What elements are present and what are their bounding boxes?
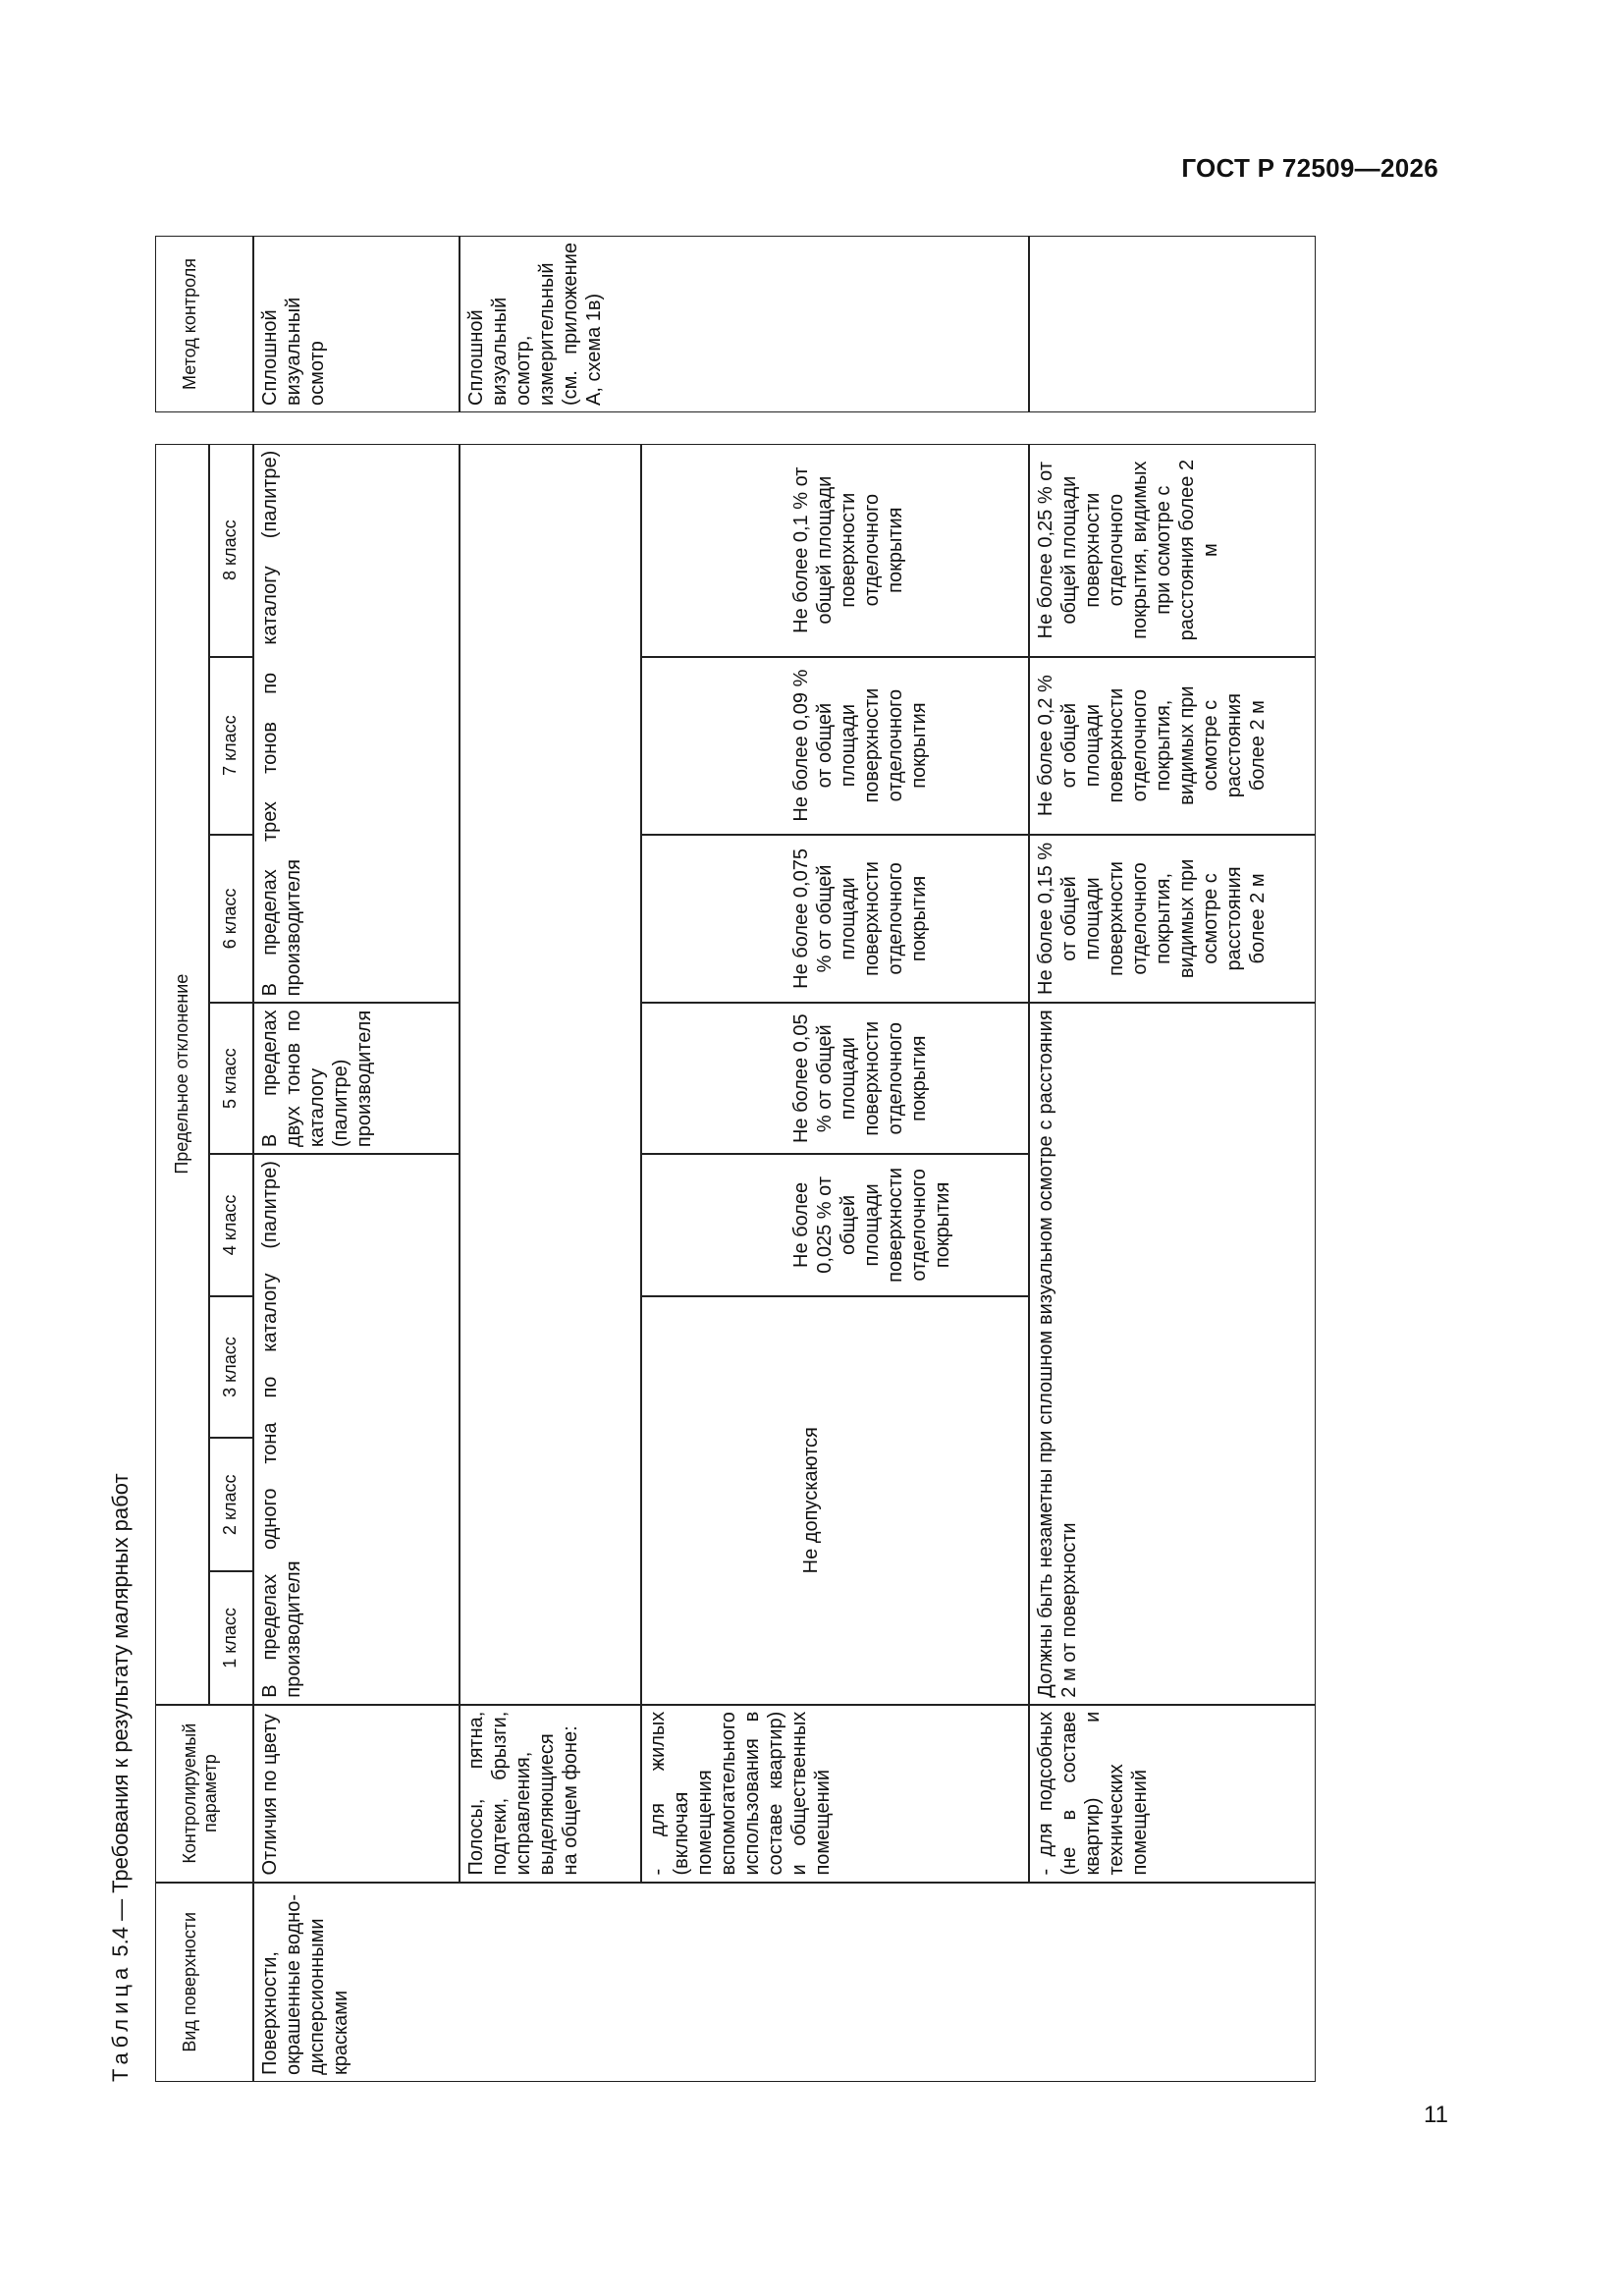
caption-text: 5.4 — Требования к результату малярных работ [108,1473,133,1963]
caption-prefix: Таблица [108,1962,133,2082]
header-class-5: 5 класс [209,1003,253,1154]
living-class-6: Не более 0,075 % от общей площади поверхности отделочного покрытия [641,835,1029,1004]
stripes-empty [460,444,641,1705]
header-deviation: Предельное отклонение [155,444,209,1705]
stripes-method: Сплошной визуальный осмотр, измерительный (см. приложение А, схема 1в) [460,236,1029,412]
utility-method-empty [1029,236,1316,412]
header-class-8: 8 класс [209,444,253,657]
surface-cell: Поверхности, окрашенные водно-дисперсионными красками [253,1883,1316,2082]
living-class-4: Не более 0,025 % от общей площади поверхности отделочного покрытия [641,1154,1029,1296]
header-class-7: 7 класс [209,657,253,835]
header-class-1: 1 класс [209,1571,253,1705]
rotated-table-area [108,236,1316,2082]
color-class-5: В пределах двух тонов по каталогу (палитре) производителя [253,1003,460,1154]
color-classes-6-8: В пределах трех тонов по каталогу (палитре) производителя [253,444,460,1004]
utility-class-6: Не более 0,15 % от общей площади поверхности отделочного покрытия, видимых при осмотре с расстояния более 2 м [1029,835,1316,1004]
document-code: ГОСТ Р 72509—2026 [1181,153,1438,183]
header-class-6: 6 класс [209,835,253,1004]
color-classes-1-4: В пределах одного тона по каталогу (палитре) производителя [253,1154,460,1705]
utility-classes-1-5: Должны быть незаметны при сплошном визуальном осмотре с расстояния 2 м от поверхности [1029,1003,1316,1704]
requirements-table [155,236,1316,2082]
header-surface: Вид поверхности [155,1883,253,2082]
color-param: Отличия по цвету [253,1705,460,1883]
utility-param: - для подсобных (не в составе квартир) и технических помещений [1029,1705,1316,1883]
living-param: - для жилых (включая помещения вспомогательного использования в составе квартир) и общественных помещений [641,1705,1029,1883]
table-caption [108,1473,134,2082]
living-class-8: Не более 0,1 % от общей площади поверхности отделочного покрытия [641,444,1029,657]
living-classes-1-3: Не допускаются [641,1296,1029,1705]
header-class-4: 4 класс [209,1154,253,1296]
living-class-7: Не более 0,09 % от общей площади поверхности отделочного покрытия [641,657,1029,835]
header-class-3: 3 класс [209,1296,253,1439]
page-number: 11 [1424,2102,1448,2128]
header-param: Контролируемый параметр [155,1705,253,1883]
utility-class-8: Не более 0,25 % от общей площади поверхности отделочного покрытия, видимых при осмотре с расстояния более 2 м [1029,444,1316,657]
color-method: Сплошной визуальный осмотр [253,236,460,412]
stripes-param: Полосы, пятна, подтеки, брызги, исправления, выделяющиеся на общем фоне: [460,1705,641,1883]
living-class-5: Не более 0,05 % от общей площади поверхности отделочного покрытия [641,1003,1029,1154]
header-class-2: 2 класс [209,1438,253,1571]
utility-class-7: Не более 0,2 % от общей площади поверхности отделочного покрытия, видимых при осмотре с расстояния более 2 м [1029,657,1316,835]
header-method: Метод контроля [155,236,253,412]
